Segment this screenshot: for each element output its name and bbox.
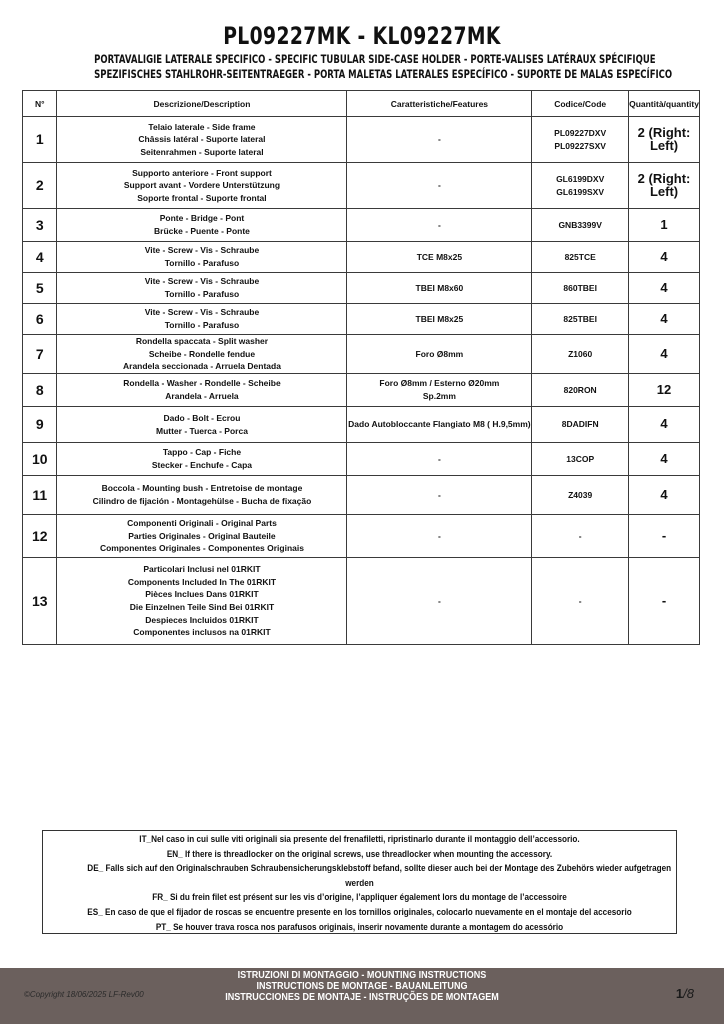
description-line: Scheibe - Rondelle fendue [148,348,256,359]
code-line: GL6199SXV [556,186,605,197]
table-row [23,273,700,304]
features-line: - [437,219,441,230]
code-line: - [578,530,582,541]
row-number: 6 [23,304,57,335]
row-quantity: 12 [629,374,700,407]
footer-bar [0,968,724,1024]
features-line: TBEI M8x60 [415,282,464,293]
page-number [676,986,694,1001]
row-features [347,515,532,558]
header-code: Codice/Code [532,91,629,117]
description-line: Tornillo - Parafuso [164,320,240,330]
description-line: Vite - Screw - Vis - Schraube [144,276,260,287]
description-line: Componentes inclusos na 01RKIT [133,627,271,638]
row-code [532,163,629,209]
code-line: PL09227DXV [554,127,607,138]
code-line: GL6199DXV [556,173,605,184]
table-row [23,209,700,242]
row-number: 9 [23,407,57,443]
row-number: 3 [23,209,57,242]
row-features [347,242,532,273]
table-row [23,476,700,515]
code-line: PL09227SXV [554,140,606,151]
page-total: /8 [683,986,694,1001]
row-features [347,443,532,476]
row-description [57,443,347,476]
document-subtitle-line-2: SPEZIFISCHES STAHLROHR-SEITENTRAEGER - PORTA MALETAS LATERALES ESPECÍFICO - SUPORTE DE MALAS ESPECÍFICO [94,67,673,81]
copyright-text: ©Copyright 18/06/2025 LF-Rev00 [24,990,144,999]
description-line: Support avant - Vordere Unterstützung [123,180,281,191]
table-row [23,163,700,209]
table-header-row [23,91,700,117]
description-line: Die Einzelnen Teile Sind Bei 01RKIT [129,602,275,612]
note-line: FR_ Si du frein filet est présent sur les vis d’origine, l’appliquer également lors du montage de l’accessoire [152,892,567,904]
table-row [23,515,700,558]
footer-title-line: ISTRUZIONI DI MONTAGGIO - MOUNTING INSTRUCTIONS [237,969,487,981]
row-number: 13 [23,558,57,645]
description-line: Tornillo - Parafuso [164,289,240,299]
note-line: ES_ En caso de que el fijador de roscas se encuentre presente en los tornillos originales, colocarlo nuevamente en el montaje del accesorio [87,906,632,918]
description-line: Arandela seccionada - Arruela Dentada [123,361,281,372]
table-row [23,374,700,407]
row-code [532,117,629,163]
row-description [57,304,347,335]
row-features [347,209,532,242]
row-description [57,476,347,515]
row-number: 8 [23,374,57,407]
note-line: PT_ Se houver trava rosca nos parafusos originais, inserir novamente durante a montagem do acessório [155,921,564,933]
note-line: EN_ If there is threadlocker on the original screws, use threadlocker when mounting the accessory. [166,848,553,860]
row-features [347,163,532,209]
description-line: Componenti Originali - Original Parts [127,518,277,529]
code-line: 825TBEI [563,313,597,324]
row-code [532,515,629,558]
code-line: 825TCE [564,251,596,262]
row-features [347,117,532,163]
features-line: - [437,530,441,541]
parts-table-body [23,117,700,645]
threadlocker-note-box [42,830,677,934]
row-features [347,476,532,515]
row-number: 5 [23,273,57,304]
header-number: N° [23,91,57,117]
row-quantity: 4 [629,443,700,476]
description-line: Telaio laterale - Side frame [148,121,256,132]
footer-title-line: INSTRUCTIONS DE MONTAGE - BAUANLEITUNG [256,980,468,992]
row-number: 10 [23,443,57,476]
row-code [532,209,629,242]
table-row [23,443,700,476]
row-number: 12 [23,515,57,558]
description-line: Ponte - Bridge - Pont [159,213,245,224]
code-line: 820RON [563,384,597,395]
row-quantity: 4 [629,407,700,443]
row-quantity: 2 (Right: Left) [629,117,700,163]
row-features [347,374,532,407]
row-description [57,242,347,273]
row-quantity: 4 [629,335,700,374]
footer-title [0,970,724,1003]
page-current: 1 [675,986,684,1001]
note-line: IT_Nel caso in cui sulle viti originali sia presente del frenafiletti, ripristinarlo durante il montaggio dell’accessorio. [139,834,580,845]
code-line: Z1060 [568,348,593,359]
note-line: DE_ Falls sich auf den Originalschrauben Schraubensicherungsklebstoff befand, sollte dieser auch bei der Montage des Zubehörs wieder aufgetragen [87,863,672,875]
features-line: Foro Ø8mm [415,348,464,359]
description-line: Brücke - Puente - Ponte [154,226,250,236]
description-line: Châssis latéral - Suporte lateral [138,134,266,145]
row-quantity: - [629,515,700,558]
features-line: - [437,595,441,606]
row-quantity: 4 [629,273,700,304]
row-description [57,163,347,209]
features-line: Dado Autobloccante Flangiato M8 ( H.9,5mm) [348,419,531,430]
description-line: Parties Originales - Original Bauteile [128,530,276,541]
row-description [57,335,347,374]
description-line: Vite - Screw - Vis - Schraube [144,245,260,256]
table-row [23,558,700,645]
features-line: - [437,180,441,191]
parts-table [22,90,700,645]
row-features [347,558,532,645]
code-line: - [578,595,582,606]
row-quantity: 4 [629,304,700,335]
row-description [57,117,347,163]
row-number: 4 [23,242,57,273]
row-code [532,242,629,273]
description-line: Rondella spaccata - Split washer [135,336,269,347]
header-quantity: Quantità/quantity [629,91,700,117]
header-features: Caratteristiche/Features [347,91,532,117]
row-features [347,407,532,443]
row-quantity: 1 [629,209,700,242]
row-number: 7 [23,335,57,374]
row-quantity: - [629,558,700,645]
features-line: TCE M8x25 [416,251,463,262]
description-line: Cilindro de fijación - Montagehülse - Bucha de fixação [92,496,312,506]
description-line: Vite - Screw - Vis - Schraube [144,307,260,318]
row-code [532,273,629,304]
document-header [0,20,724,82]
row-quantity: 4 [629,476,700,515]
description-line: Components Included In The 01RKIT [127,576,277,587]
features-line: Sp.2mm [422,391,456,401]
row-code [532,407,629,443]
description-line: Pièces Inclues Dans 01RKIT [145,589,259,600]
row-number: 1 [23,117,57,163]
row-quantity: 2 (Right: Left) [629,163,700,209]
table-row [23,117,700,163]
row-description [57,515,347,558]
row-number: 11 [23,476,57,515]
row-code [532,558,629,645]
row-description [57,374,347,407]
description-line: Mutter - Tuerca - Porca [155,425,248,436]
description-line: Despieces Incluidos 01RKIT [145,614,259,625]
table-row [23,304,700,335]
description-line: Seitenrahmen - Suporte lateral [140,146,264,157]
table-row [23,335,700,374]
row-code [532,304,629,335]
row-code [532,335,629,374]
description-line: Componentes Originales - Componentes Originais [99,543,304,554]
table-row [23,242,700,273]
row-description [57,273,347,304]
row-features [347,335,532,374]
row-quantity: 4 [629,242,700,273]
row-description [57,209,347,242]
header-description: Descrizione/Description [57,91,347,117]
table-row [23,407,700,443]
description-line: Supporto anteriore - Front support [132,167,272,178]
description-line: Stecker - Enchufe - Capa [151,460,253,470]
code-line: 860TBEI [563,282,597,293]
features-line: - [437,134,441,145]
footer-title-line: INSTRUCCIONES DE MONTAJE - INSTRUÇÕES DE MONTAGEM [225,991,499,1003]
row-code [532,443,629,476]
code-line: 8DADIFN [561,419,599,430]
description-line: Dado - Bolt - Ecrou [163,412,241,423]
row-number: 2 [23,163,57,209]
code-line: 13COP [566,453,595,464]
document-title: PL09227MK - KL09227MK [223,22,501,50]
document-subtitle-line-1: PORTAVALIGIE LATERALE SPECIFICO - SPECIFIC TUBULAR SIDE-CASE HOLDER - PORTE-VALISES LATÉRAUX SPÉCIFIQUE [94,52,656,66]
description-line: Boccola - Mounting bush - Entretoise de montage [101,483,303,494]
row-description [57,558,347,645]
description-line: Particolari Inclusi nel 01RKIT [143,564,261,575]
row-features [347,273,532,304]
description-line: Soporte frontal - Suporte frontal [137,192,267,203]
features-line: - [437,489,441,500]
description-line: Tornillo - Parafuso [164,258,240,268]
description-line: Rondella - Washer - Rondelle - Scheibe [123,378,281,389]
code-line: Z4039 [568,489,593,500]
features-line: - [437,453,441,464]
note-line: werden [345,877,374,889]
features-line: Foro Ø8mm / Esterno Ø20mm [379,378,500,389]
description-line: Tappo - Cap - Fiche [162,447,242,458]
description-line: Arandela - Arruela [165,391,239,401]
code-line: GNB3399V [558,219,602,230]
row-code [532,476,629,515]
features-line: TBEI M8x25 [415,313,464,324]
row-features [347,304,532,335]
row-description [57,407,347,443]
row-code [532,374,629,407]
